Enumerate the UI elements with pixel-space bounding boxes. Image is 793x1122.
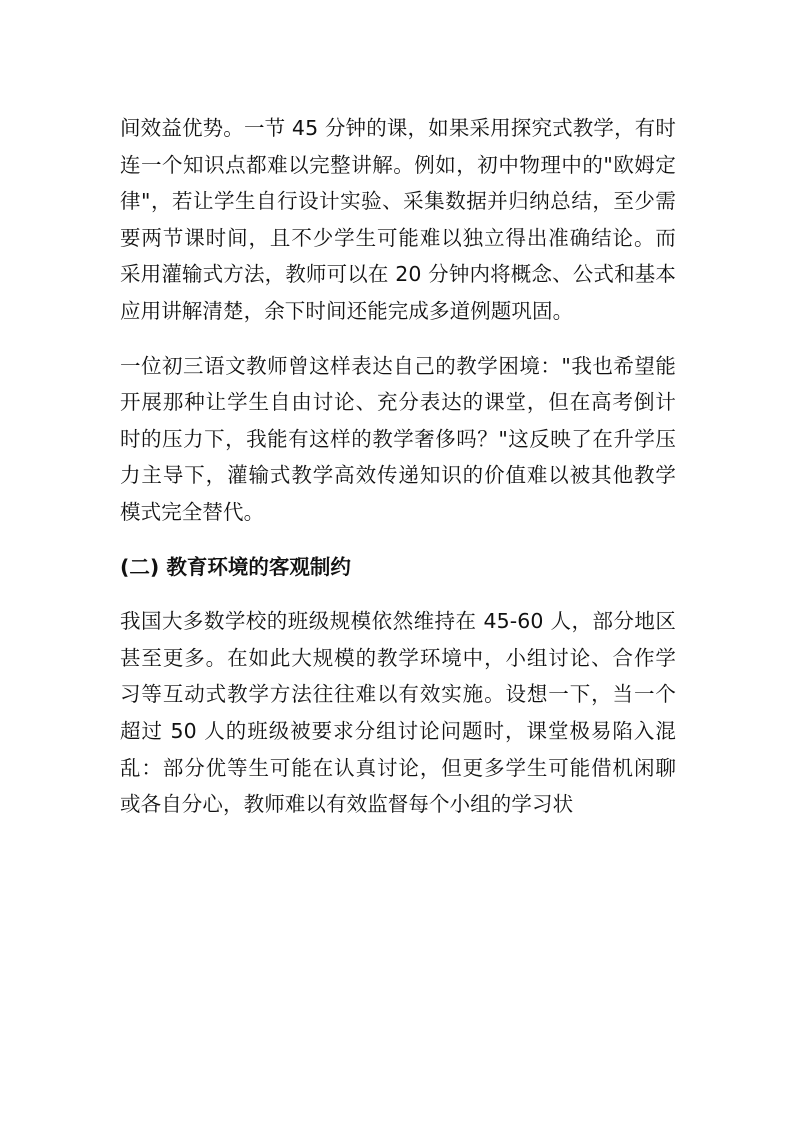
paragraph-class-size: 我国大多数学校的班级规模依然维持在 45-60 人，部分地区甚至更多。在如此大规模的教学环境中，小组讨论、合作学习等互动式教学方法往往难以有效实施。设想一下，当一个超过 50 人的班级被要求分组讨论问题时，课堂极易陷入混乱：部分优等生可能在认真讨论，但更多学生可能借机闲聊或各自分心，教师难以有效监督每个小组的学习状 (120, 609, 676, 817)
section-heading: (二) 教育环境的客观制约 (120, 554, 351, 579)
paragraph-teacher-quote: 一位初三语文教师曾这样表达自己的教学困境："我也希望能开展那种让学生自由讨论、充分表达的课堂，但在高考倒计时的压力下，我能有这样的教学奢侈吗？"这反映了在升学压力主导下，灌输式教学高效传递知识的价值难以被其他教学模式完全替代。 (120, 353, 676, 524)
paragraph-teaching-efficiency: 间效益优势。一节 45 分钟的课，如果采用探究式教学，有时连一个知识点都难以完整讲解。例如，初中物理中的"欧姆定律"，若让学生自行设计实验、采集数据并归纳总结，至少需要两节课时间，且不少学生可能难以独立得出准确结论。而采用灌输式方法，教师可以在 20 分钟内将概念、公式和基本应用讲解清楚，余下时间还能完成多道例题巩固。 (120, 116, 676, 323)
document-body (120, 110, 676, 841)
